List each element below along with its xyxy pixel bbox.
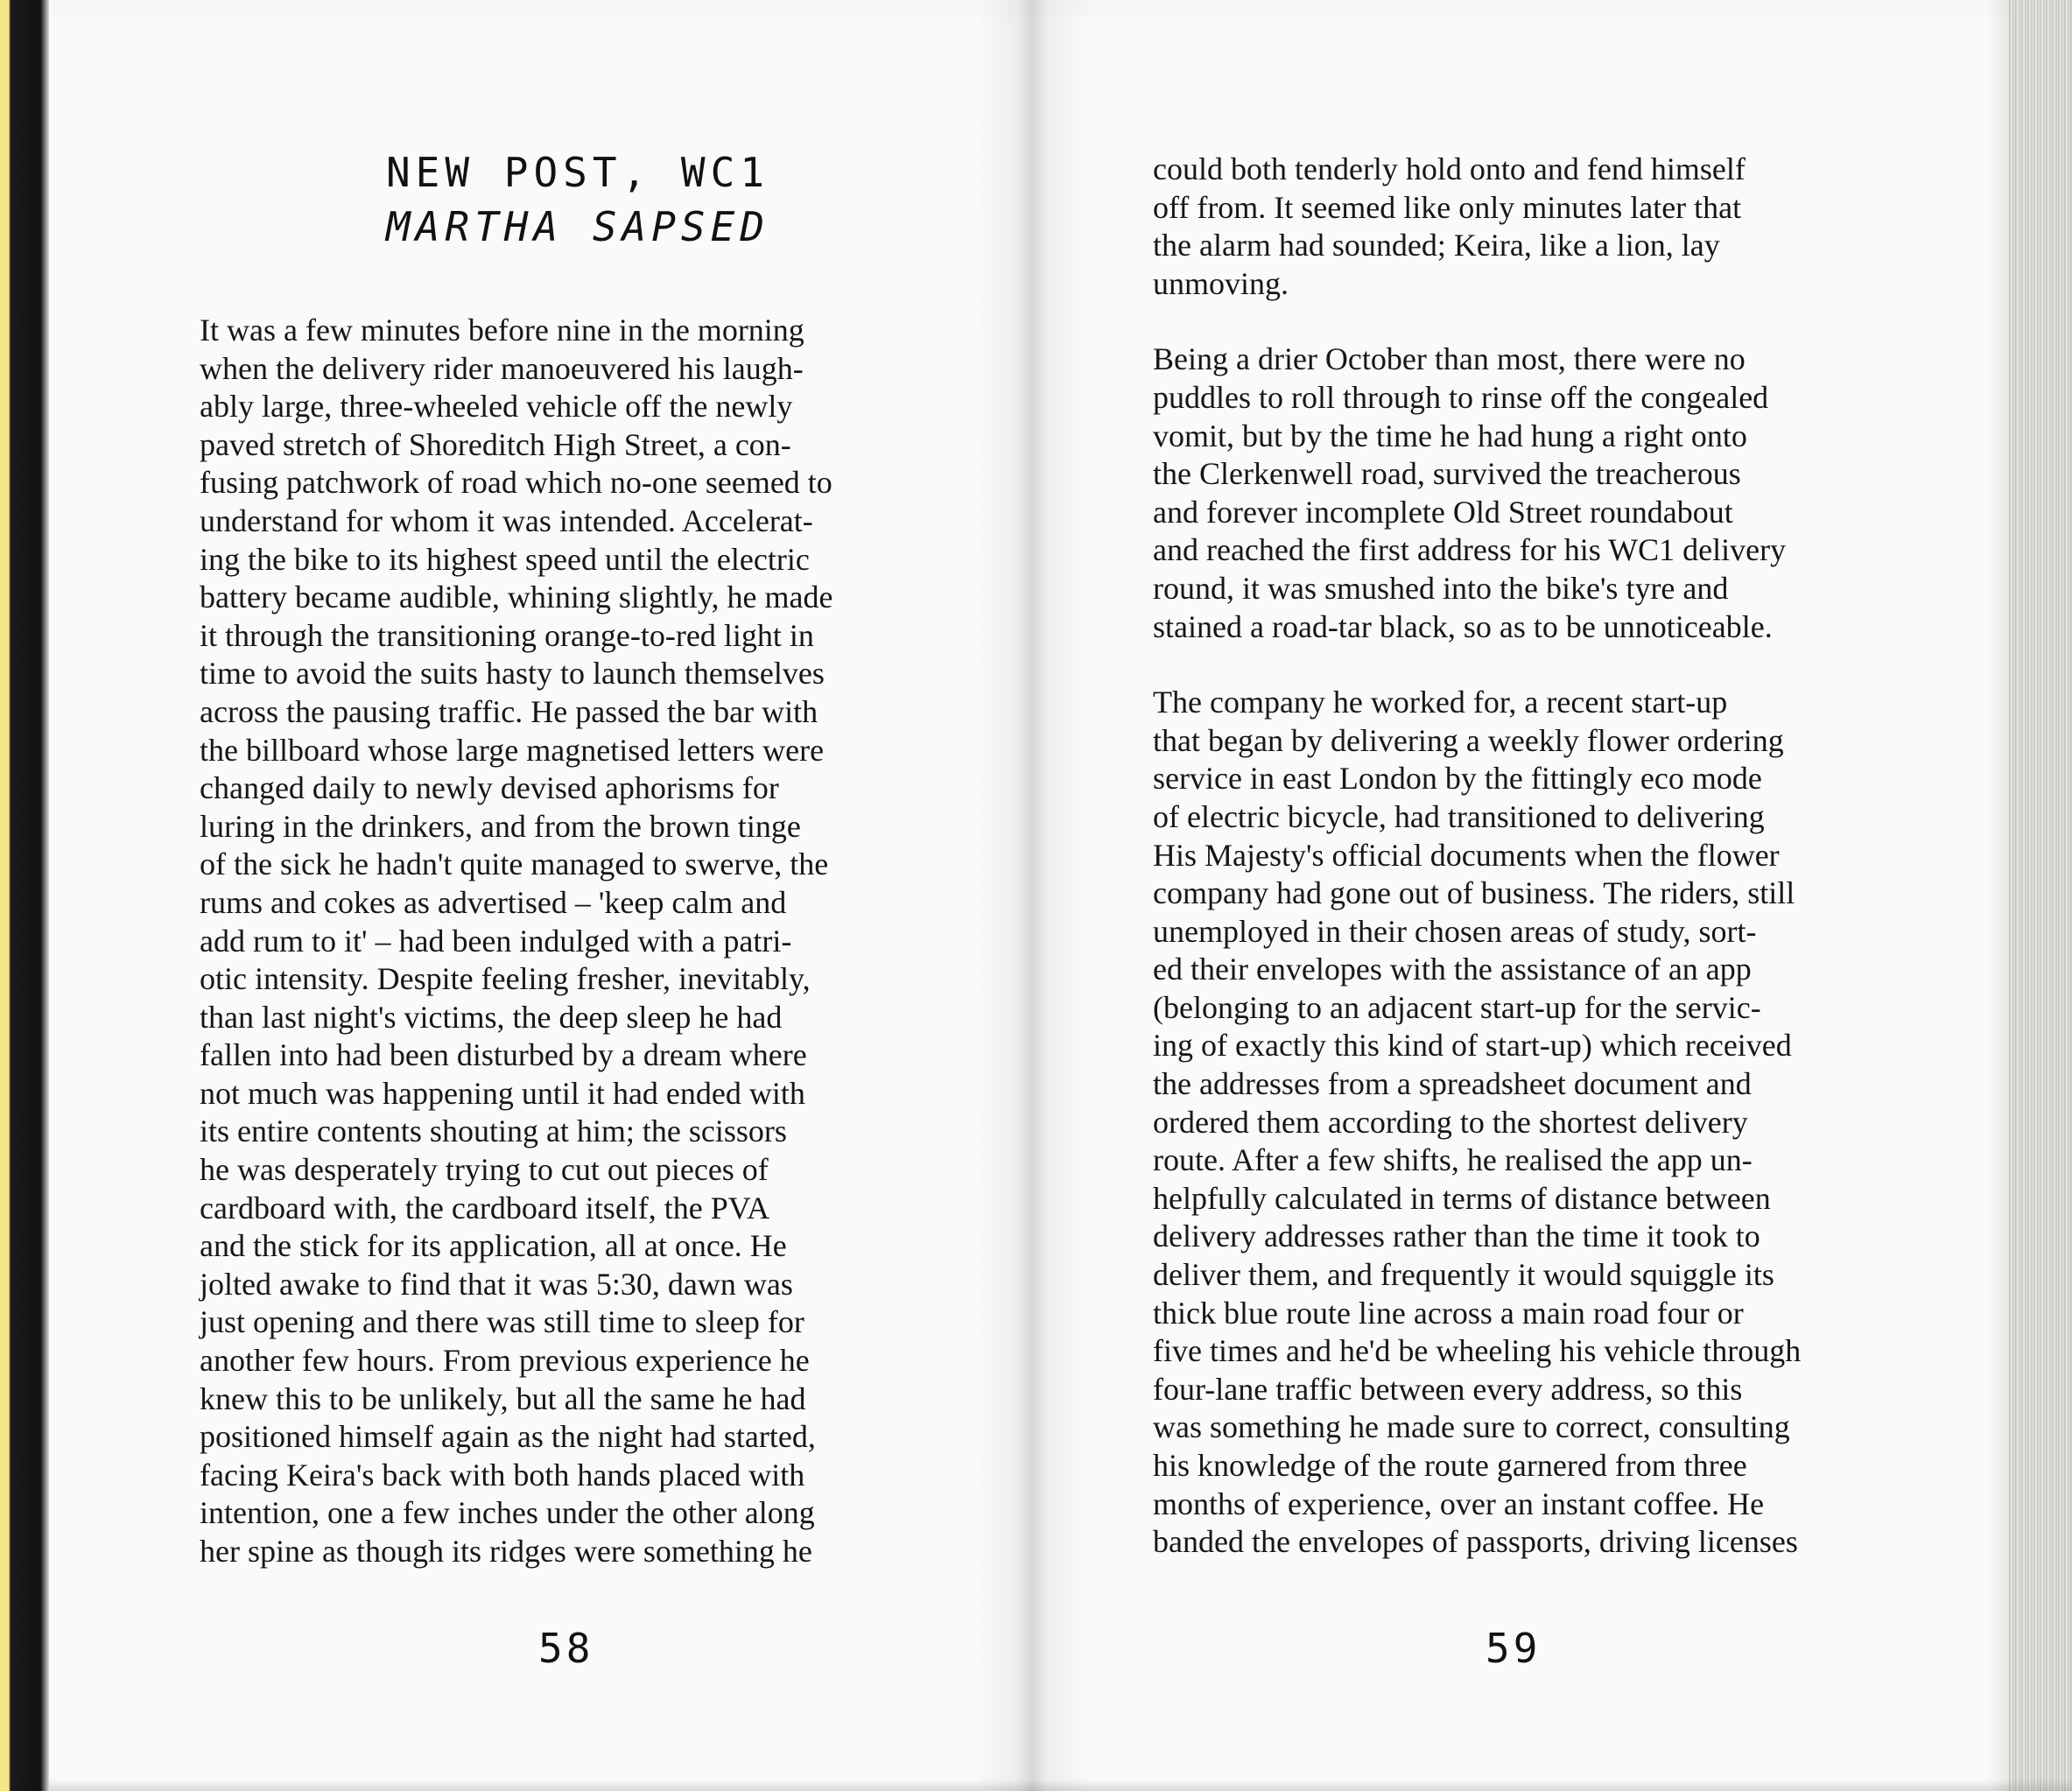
text-line: four-lane traffic between every address, so this xyxy=(1153,1371,1743,1407)
text-line: understand for whom it was intended. Accelerat- xyxy=(200,502,813,538)
text-line: unmoving. xyxy=(1153,265,1289,301)
paragraph xyxy=(1153,341,1906,646)
text-line: his knowledge of the route garnered from three xyxy=(1153,1448,1747,1483)
text-line: (belonging to an adjacent start-up for the servic- xyxy=(1153,989,1761,1025)
page-edge-shadow xyxy=(1988,0,2009,1791)
text-line: delivery addresses rather than the time it took to xyxy=(1153,1219,1760,1254)
text-line: the addresses from a spreadsheet document and xyxy=(1153,1066,1752,1102)
text-line: it through the transitioning orange-to-red light in xyxy=(200,617,814,653)
text-line: time to avoid the suits hasty to launch themselves xyxy=(200,656,825,692)
text-line: fallen into had been disturbed by a dream where xyxy=(200,1037,807,1073)
text-line: thick blue route line across a main road four or xyxy=(1153,1295,1744,1331)
text-line: just opening and there was still time to sleep for xyxy=(200,1304,804,1340)
story-title: NEW POST, WC1 xyxy=(385,149,770,196)
text-line: His Majesty's official documents when the flower xyxy=(1153,837,1780,873)
page-number-left: 58 xyxy=(538,1625,594,1672)
right-page-body xyxy=(1153,151,1906,1562)
text-line: five times and he'd be wheeling his vehicle through xyxy=(1153,1333,1802,1369)
text-line: and reached the first address for his WC1 delivery xyxy=(1153,532,1787,568)
text-line: It was a few minutes before nine in the morning xyxy=(200,313,804,348)
paragraph xyxy=(1153,151,1906,303)
paragraph xyxy=(1153,684,1906,1562)
left-page-body xyxy=(200,312,987,1571)
text-line: its entire contents shouting at him; the scissors xyxy=(200,1113,787,1149)
text-line: ing the bike to its highest speed until the electric xyxy=(200,541,810,577)
text-line: the billboard whose large magnetised letters were xyxy=(200,732,825,768)
text-line: the Clerkenwell road, survived the treacherous xyxy=(1153,456,1741,492)
text-line: positioned himself again as the night had started, xyxy=(200,1419,816,1455)
text-line: could both tenderly hold onto and fend himself xyxy=(1153,151,1745,186)
text-line: that began by delivering a weekly flower ordering xyxy=(1153,722,1784,758)
text-line: puddles to roll through to rinse off the congealed xyxy=(1153,379,1769,415)
text-line: jolted awake to find that it was 5:30, dawn was xyxy=(200,1266,793,1302)
text-line: of the sick he hadn't quite managed to swerve, the xyxy=(200,846,829,882)
text-line: of electric bicycle, had transitioned to delivering xyxy=(1153,798,1765,834)
text-line: route. After a few shifts, he realised the app un- xyxy=(1153,1142,1752,1178)
page-number-right: 59 xyxy=(1486,1625,1542,1672)
text-line: changed daily to newly devised aphorisms for xyxy=(200,770,779,806)
text-line: company had gone out of business. The riders, still xyxy=(1153,875,1795,911)
text-line: knew this to be unlikely, but all the same he had xyxy=(200,1380,806,1416)
text-line: Being a drier October than most, there were no xyxy=(1153,341,1745,377)
text-line: her spine as though its ridges were something he xyxy=(200,1534,812,1569)
text-line: vomit, but by the time he had hung a right onto xyxy=(1153,418,1747,453)
text-line: otic intensity. Despite feeling fresher, inevitably, xyxy=(200,961,811,997)
text-line: cardboard with, the cardboard itself, the PVA xyxy=(200,1190,770,1226)
bottom-shadow xyxy=(49,1779,2072,1791)
text-line: battery became audible, whining slightly, he made xyxy=(200,579,833,615)
text-line: ed their envelopes with the assistance of an app xyxy=(1153,952,1752,987)
text-line: ably large, three-wheeled vehicle off the newly xyxy=(200,389,793,425)
text-line: not much was happening until it had ended with xyxy=(200,1075,805,1111)
story-author: MARTHA SAPSED xyxy=(385,203,770,250)
text-line: round, it was smushed into the bike's tyre and xyxy=(1153,570,1729,606)
text-line: when the delivery rider manoeuvered his laugh- xyxy=(200,350,804,386)
text-line: rums and cokes as advertised – 'keep calm and xyxy=(200,884,787,920)
text-line: he was desperately trying to cut out pieces of xyxy=(200,1152,769,1188)
text-line: months of experience, over an instant coffee. He xyxy=(1153,1485,1765,1521)
text-line: luring in the drinkers, and from the brown tinge xyxy=(200,808,801,844)
text-line: than last night's victims, the deep sleep he had xyxy=(200,999,783,1035)
text-line: deliver them, and frequently it would squiggle its xyxy=(1153,1257,1774,1293)
text-line: add rum to it' – had been indulged with a patri- xyxy=(200,923,792,959)
text-line: was something he made sure to correct, consulting xyxy=(1153,1409,1790,1445)
text-line: across the pausing traffic. He passed the bar with xyxy=(200,693,818,729)
text-line: another few hours. From previous experience he xyxy=(200,1343,810,1379)
text-line: and forever incomplete Old Street roundabout xyxy=(1153,494,1733,530)
text-line: The company he worked for, a recent start-up xyxy=(1153,685,1728,720)
text-line: and the stick for its application, all at once. He xyxy=(200,1228,787,1264)
text-line: the alarm had sounded; Keira, like a lion, lay xyxy=(1153,228,1720,263)
text-line: stained a road-tar black, so as to be unnoticeable. xyxy=(1153,608,1773,644)
text-line: helpfully calculated in terms of distance between xyxy=(1153,1180,1771,1216)
text-line: off from. It seemed like only minutes later that xyxy=(1153,189,1742,225)
text-line: ordered them according to the shortest delivery xyxy=(1153,1104,1748,1140)
text-line: fusing patchwork of road which no-one seemed to xyxy=(200,465,832,501)
text-line: service in east London by the fittingly eco mode xyxy=(1153,761,1762,797)
book-cover-edge xyxy=(0,0,49,1791)
text-line: banded the envelopes of passports, driving licenses xyxy=(1153,1524,1798,1560)
text-line: ing of exactly this kind of start-up) which received xyxy=(1153,1028,1792,1064)
text-line: intention, one a few inches under the other along xyxy=(200,1495,815,1531)
text-line: paved stretch of Shoreditch High Street, a con- xyxy=(200,426,791,462)
page-stack-edge xyxy=(2009,0,2072,1791)
text-line: unemployed in their chosen areas of study, sort- xyxy=(1153,913,1757,949)
text-line: facing Keira's back with both hands placed with xyxy=(200,1457,805,1492)
